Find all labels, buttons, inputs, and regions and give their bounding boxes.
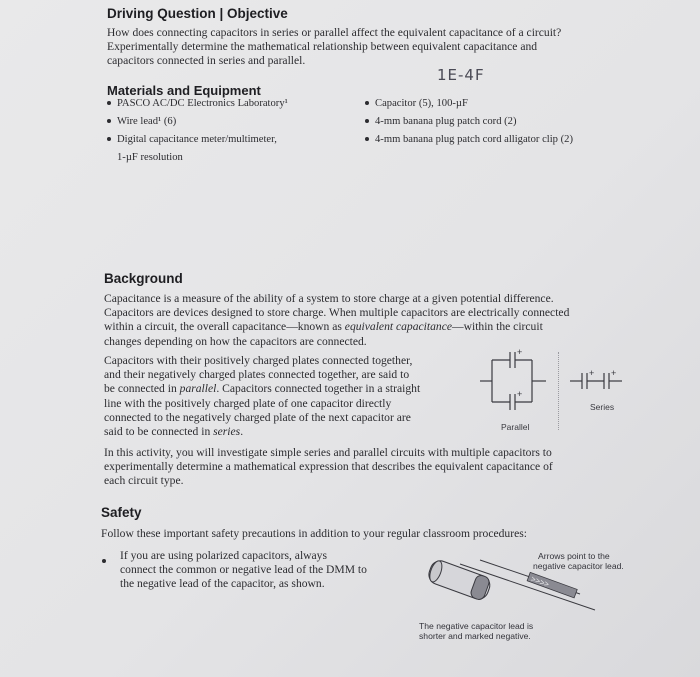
background-paragraph-1: Capacitance is a measure of the ability of a system to store charge at a given potential difference. Capacitors are devices designed to store charge. When multiple capacitors are electrically connected within a circuit, the overall capacitance—known as equivalent capacitance—within the circuit changes depending on how the capacitors are connected.: [104, 292, 570, 348]
safety-bullet-text: If you are using polarized capacitors, always connect the common or negative lead of the DMM to the negative lead of the capacitor, as shown.: [120, 549, 367, 591]
callout-negative-lead: The negative capacitor lead is shorter and marked negative.: [419, 621, 534, 641]
background-paragraph-2: Capacitors with their positively charged plates connected together, and their negatively charged plates connected together, are said to be connected in parallel. Capacitors connected together in a straight line with the positively charged plate of one capacitor directly connected to the negatively charged plate of the next capacitor are said to be connected in series.: [104, 354, 421, 439]
safety-heading: Safety: [101, 505, 142, 520]
background-heading: Background: [104, 271, 183, 286]
parallel-label: Parallel: [501, 422, 530, 432]
list-item: Capacitor (5), 100-µF: [365, 95, 573, 113]
materials-right-list: [365, 95, 573, 149]
polarity-plus: +: [517, 389, 523, 399]
series-label: Series: [590, 402, 615, 412]
list-item: 4-mm banana plug patch cord (2): [365, 113, 573, 131]
safety-bullet: [102, 553, 110, 561]
polarity-plus: +: [589, 368, 595, 378]
handwritten-note: 1E-4F: [437, 66, 485, 84]
objective-line: capacitors connected in series and parallel.: [107, 54, 306, 68]
list-item: PASCO AC/DC Electronics Laboratory¹: [107, 95, 288, 113]
capacitor-circuit-diagram: [470, 346, 650, 436]
objective-line: Experimentally determine the mathematical relationship between equivalent capacitance and: [107, 40, 538, 54]
objective-line: How does connecting capacitors in series or parallel affect the equivalent capacitance of a circuit?: [107, 26, 562, 39]
list-item: Digital capacitance meter/multimeter,: [107, 131, 288, 149]
background-paragraph-3: In this activity, you will investigate simple series and parallel circuits with multiple capacitors to experimentally determine a mathematical expression that describes the equivalent capacitance of each circuit type.: [104, 446, 553, 488]
list-item: Wire lead¹ (6): [107, 113, 288, 131]
polarity-plus: +: [611, 368, 617, 378]
diagram-divider: [558, 352, 559, 430]
objective-heading: Driving Question | Objective: [107, 6, 288, 21]
list-item: 4-mm banana plug patch cord alligator clip (2): [365, 131, 573, 149]
list-item-continuation: 1-µF resolution: [117, 152, 183, 163]
capacitor-body: [426, 558, 492, 602]
callout-arrows: Arrows point to the negative capacitor lead.: [533, 551, 624, 571]
objective-text: [107, 26, 647, 69]
polarity-plus: +: [517, 347, 523, 357]
materials-heading: Materials and Equipment: [107, 83, 261, 98]
svg-text:>>>>: >>>>: [529, 574, 551, 590]
materials-left-list: [107, 95, 288, 167]
safety-intro: Follow these important safety precautions in addition to your regular classroom procedures:: [101, 527, 527, 540]
